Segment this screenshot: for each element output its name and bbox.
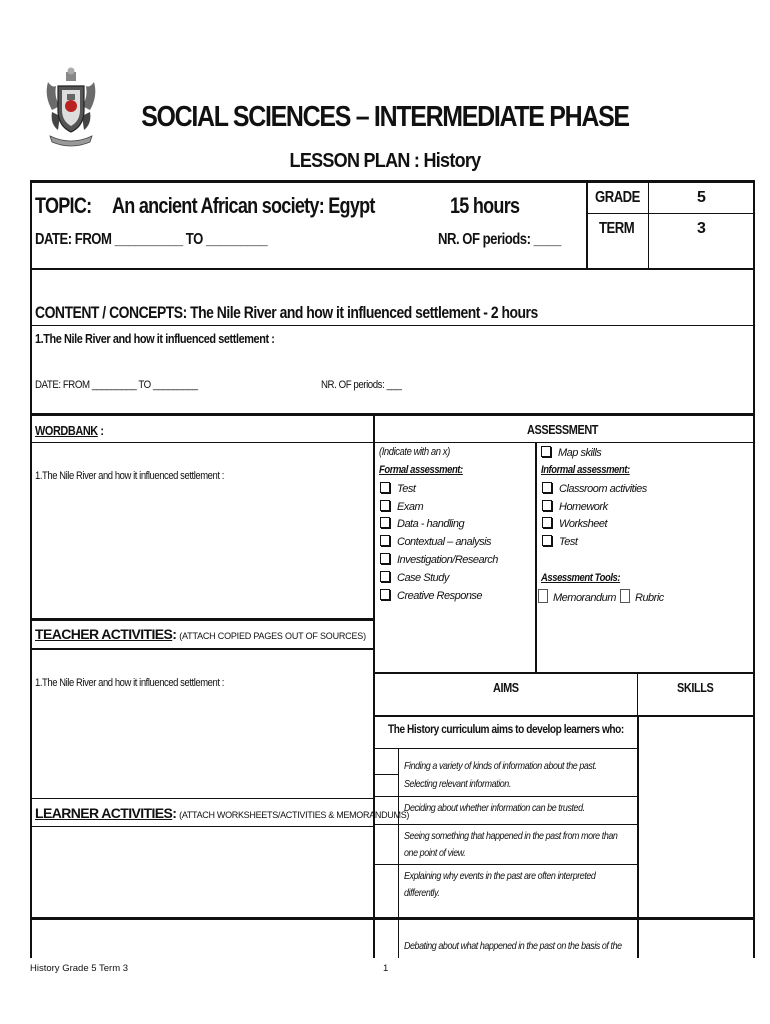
checkbox-icon[interactable] [380,553,390,564]
aim-item: Deciding about whether information can be trusted. [404,802,585,814]
checkbox-icon[interactable] [620,589,630,603]
tool-memorandum[interactable]: Memorandum [538,589,616,607]
topic-label: TOPIC: [35,193,92,218]
checkbox-icon[interactable] [541,446,551,457]
formal-item-investigation[interactable]: Investigation/Research [380,552,498,570]
aims-check-col [398,749,399,958]
aim-item: Seeing something that happened in the past from more than [404,830,618,842]
formal-item-creative[interactable]: Creative Response [380,588,482,606]
informal-item-test[interactable]: Test [542,534,577,552]
assessment-tools-label: Assessment Tools: [541,572,621,584]
table-right-border [753,180,755,958]
row-line [373,864,637,865]
row-line [373,748,637,749]
content-periods-field[interactable]: NR. OF periods: ___ [321,379,402,391]
informal-item-classroom[interactable]: Classroom activities [542,481,647,499]
checkbox-icon[interactable] [542,500,552,511]
aim-item: Finding a variety of kinds of information about the past. [404,760,597,772]
tool-rubric[interactable]: Rubric [620,589,664,607]
formal-item-test[interactable]: Test [380,481,415,499]
informal-item-homework[interactable]: Homework [542,499,608,517]
row-line [30,826,374,827]
aim-item: one point of view. [404,847,466,859]
table-top-border [30,180,755,183]
aims-heading: AIMS [493,680,519,695]
learner-activities-note: (ATTACH WORKSHEETS/ACTIVITIES & MEMORANDUMS) [176,810,410,820]
teacher-activities-heading [35,626,366,644]
informal-item-worksheet[interactable]: Worksheet [542,516,607,534]
content-item: 1.The Nile River and how it influenced settlement : [35,331,275,346]
topic-value: An ancient African society: Egypt [112,193,375,218]
column-divider [373,414,375,958]
aims-skills-divider [637,716,639,958]
page-subtitle: LESSON PLAN : History [289,150,481,172]
row-line [373,824,637,825]
row-line [30,618,374,621]
page-number: 1 [383,963,389,974]
checkbox-icon[interactable] [380,517,390,528]
row-line [30,798,374,799]
learner-activities-label: LEARNER ACTIVITIES [35,805,173,821]
term-label: TERM [599,220,635,237]
grade-divider-2 [648,181,649,269]
teacher-activities-note: (ATTACH COPIED PAGES OUT OF SOURCES) [176,631,366,641]
checkbox-icon[interactable] [380,535,390,546]
assessment-instruction: (Indicate with an x) [379,446,450,458]
row-line [30,268,755,270]
checkbox-icon[interactable] [542,482,552,493]
date-field[interactable]: DATE: FROM __________ TO _________ [35,231,268,248]
row-line [30,325,755,326]
informal-item-map-skills[interactable]: Map skills [541,445,601,463]
wordbank-colon: : [97,423,104,438]
periods-field[interactable]: NR. OF periods: ____ [438,231,561,248]
learner-activities-colon: : [172,805,177,821]
wordbank-label: WORDBANK [35,423,98,438]
row-line [373,796,637,797]
page-title: SOCIAL SCIENCES – INTERMEDIATE PHASE [141,101,629,133]
content-heading: CONTENT / CONCEPTS: The Nile River and how it influenced settlement - 2 hours [35,303,538,322]
row-line [373,672,755,674]
checkbox-icon[interactable] [380,589,390,600]
content-date-field[interactable]: DATE: FROM _________ TO _________ [35,379,198,391]
assessment-heading: ASSESSMENT [527,422,599,437]
aims-skills-divider [637,673,638,717]
checkbox-icon[interactable] [542,535,552,546]
informal-assessment-label: Informal assessment: [541,464,630,476]
teacher-activities-label: TEACHER ACTIVITIES [35,626,173,642]
wordbank-item: 1.The Nile River and how it influenced settlement : [35,470,224,482]
aim-item: Selecting relevant information. [404,778,511,790]
checkbox-icon[interactable] [538,589,548,603]
wordbank-heading [35,423,104,438]
aim-item: Explaining why events in the past are often interpreted [404,870,596,882]
teacher-activities-colon: : [172,626,177,642]
checkbox-icon[interactable] [380,571,390,582]
grade-label: GRADE [595,189,640,206]
assessment-divider [535,443,537,673]
row-line [30,917,755,920]
row-line [30,413,755,416]
formal-assessment-label: Formal assessment: [379,464,463,476]
formal-item-contextual[interactable]: Contextual – analysis [380,534,491,552]
hours-value: 15 hours [450,193,520,218]
footer-left: History Grade 5 Term 3 [30,963,129,974]
row-line [30,442,755,443]
aim-item: differently. [404,887,440,899]
aims-intro: The History curriculum aims to develop learners who: [388,722,624,736]
row-line [30,648,374,650]
grade-row-line [586,213,754,214]
checkbox-icon[interactable] [380,500,390,511]
learner-activities-heading [35,805,409,823]
checkbox-icon[interactable] [380,482,390,493]
term-value: 3 [697,220,706,237]
checkbox-icon[interactable] [542,517,552,528]
formal-item-data-handling[interactable]: Data - handling [380,516,464,534]
aim-item: Debating about what happened in the past on the basis of the [404,940,622,952]
grade-value: 5 [697,189,706,206]
grade-divider [586,181,588,269]
table-left-border [30,180,32,958]
row-line [373,774,399,775]
row-line [373,715,755,717]
formal-item-case-study[interactable]: Case Study [380,570,449,588]
skills-heading: SKILLS [677,680,714,695]
teacher-item: 1.The Nile River and how it influenced settlement : [35,677,224,689]
formal-item-exam[interactable]: Exam [380,499,423,517]
